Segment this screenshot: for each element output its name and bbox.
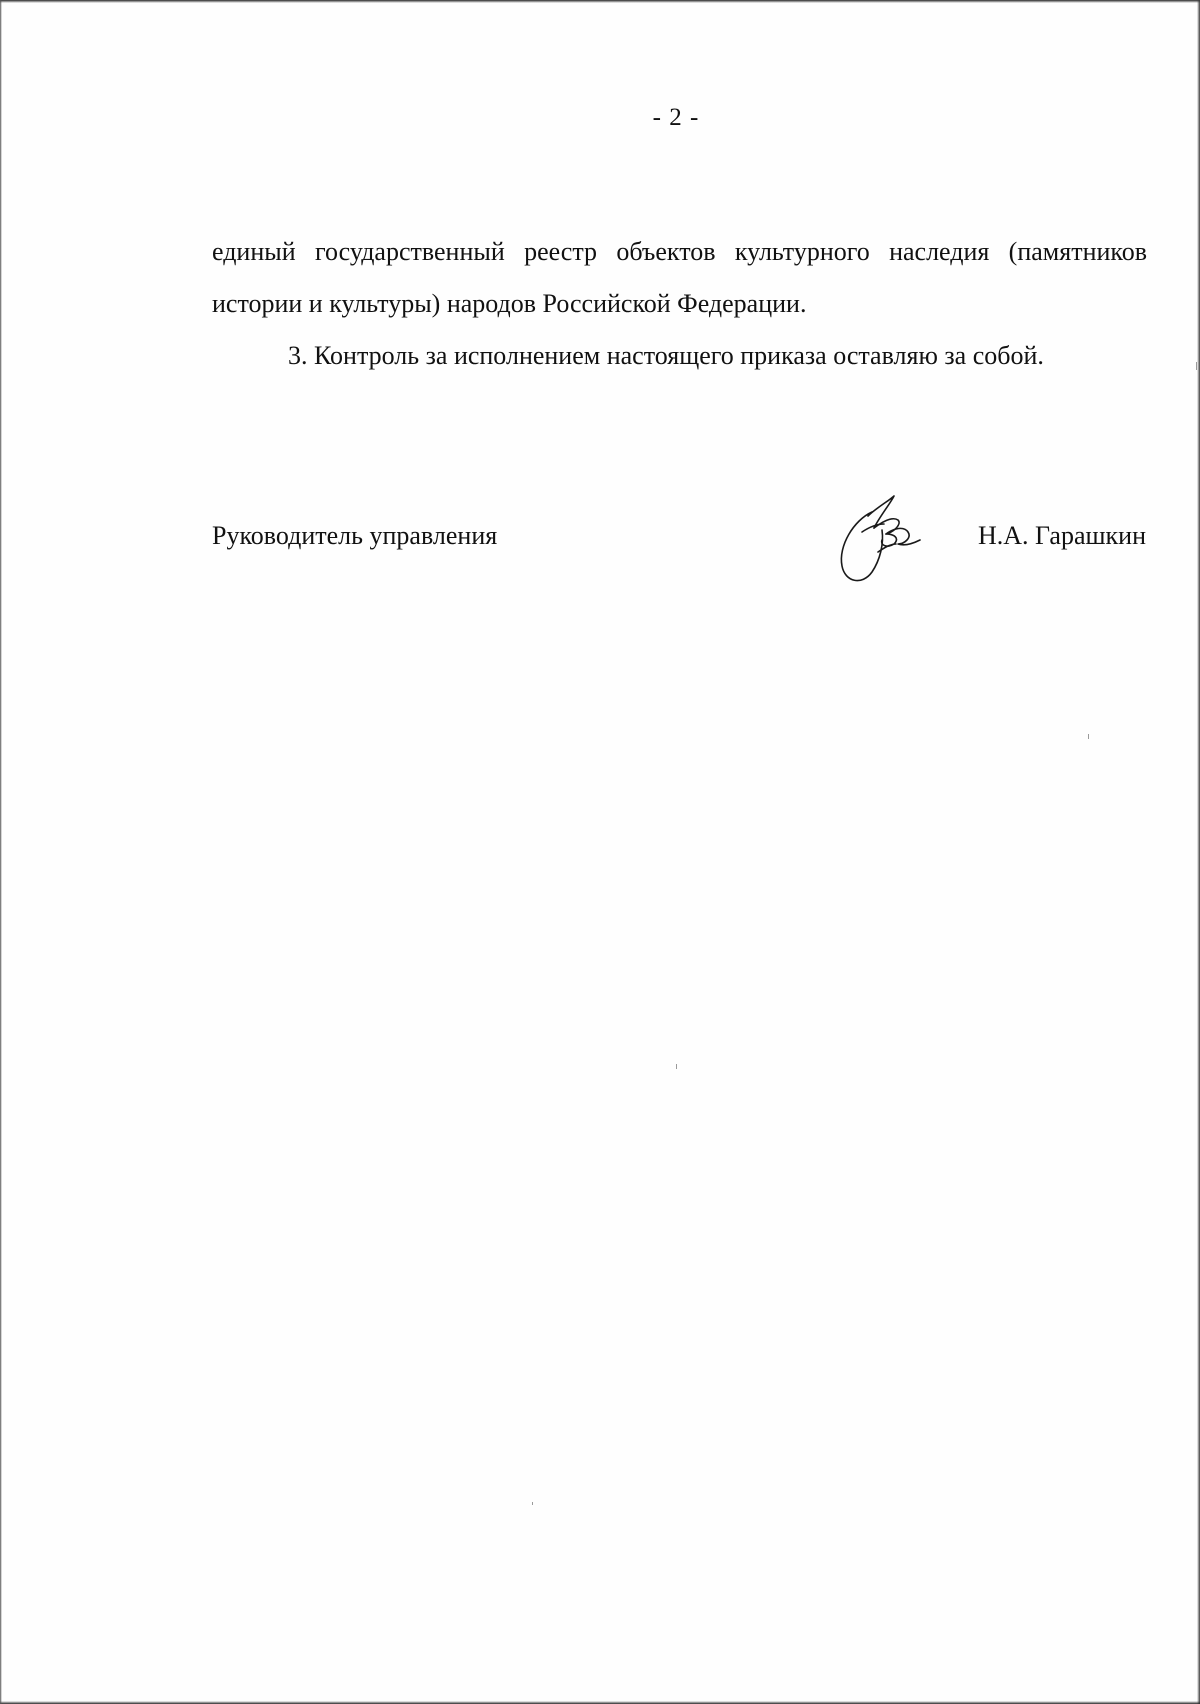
scan-edge-top	[0, 0, 1200, 3]
paragraph-continuation: единый государственный реестр объектов культурного наследия (памятников истории и культуры) народов Российской Федерации.	[212, 237, 1147, 318]
signatory-name: Н.А. Гарашкин	[978, 521, 1146, 550]
scan-speck	[1196, 362, 1197, 370]
handwritten-signature-icon	[832, 494, 932, 590]
body-text	[212, 226, 1147, 382]
scan-speck	[1088, 734, 1089, 739]
page-number: - 2 -	[652, 104, 700, 131]
signatory-title: Руководитель управления	[212, 521, 498, 550]
scan-speck	[676, 1064, 677, 1069]
paragraph-item-3: 3. Контроль за исполнением настоящего приказа оставляю за собой.	[288, 341, 1044, 370]
scan-edge-left	[0, 0, 2, 1704]
scan-speck	[532, 1502, 533, 1505]
